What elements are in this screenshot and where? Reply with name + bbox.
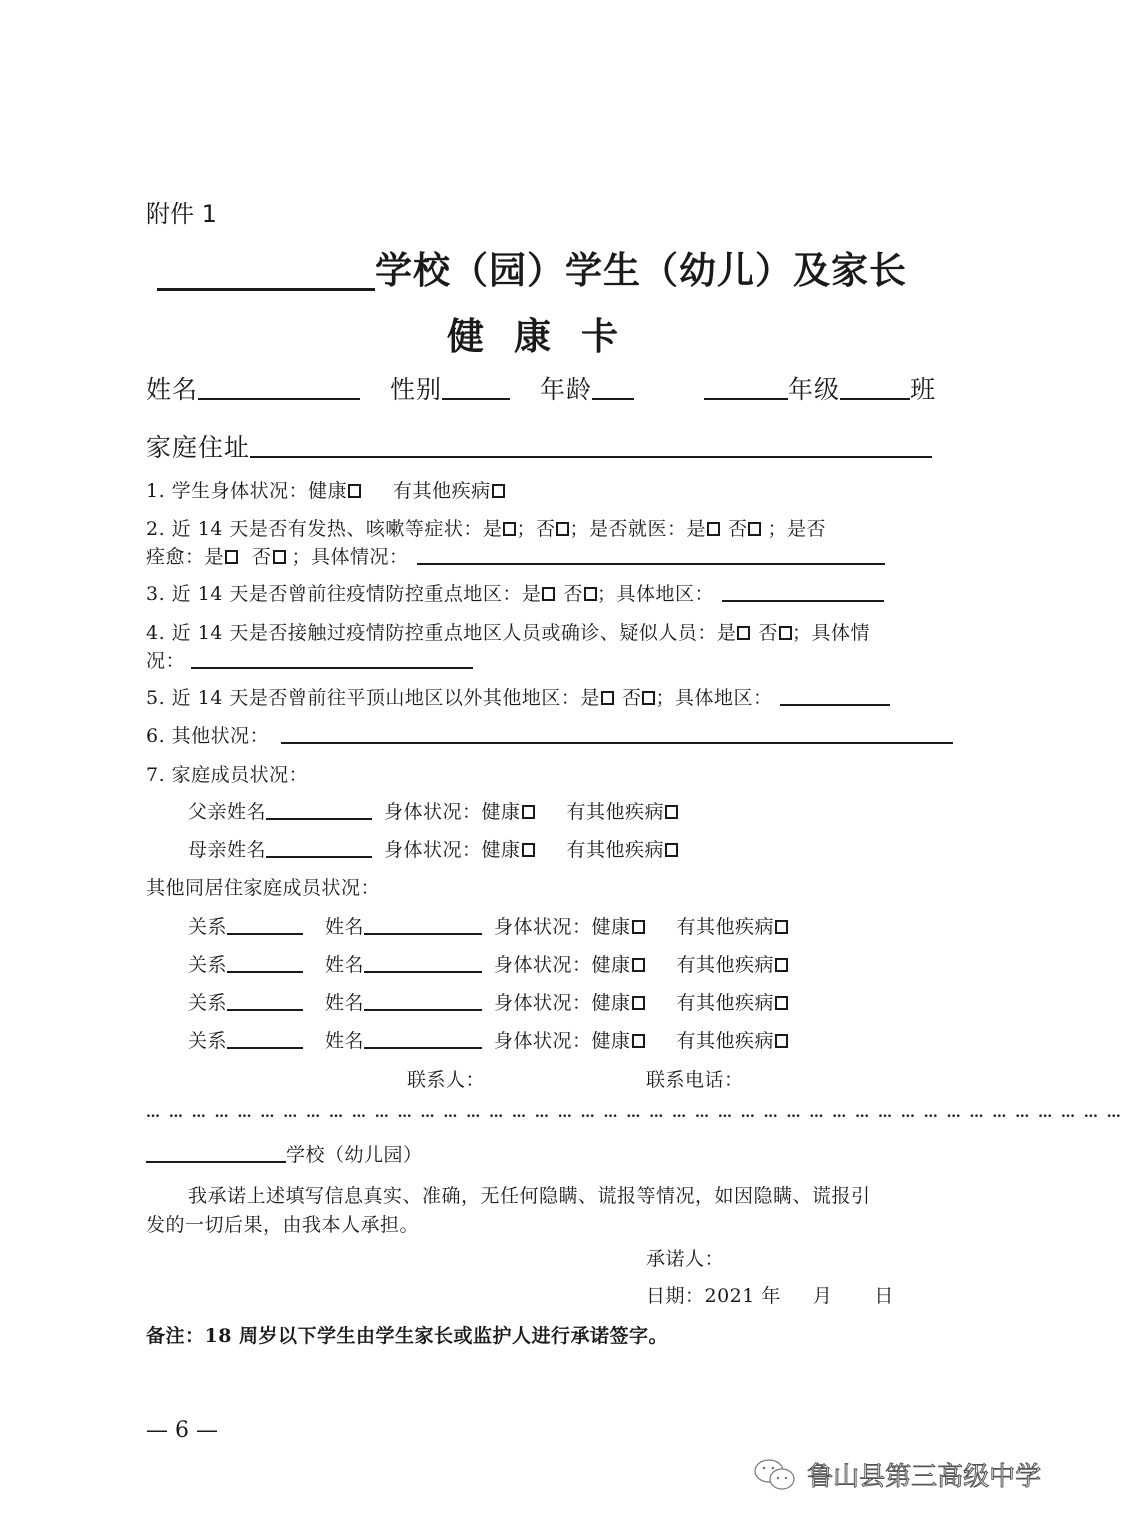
q3-region-label: ；具体地区： (596, 583, 714, 605)
date-year-label: 日期：2021 年 (646, 1285, 781, 1307)
basic-info-row (146, 370, 936, 406)
date-row (646, 1281, 894, 1308)
father-name-label: 父亲姓名 (188, 801, 267, 823)
q5-region-field[interactable] (780, 703, 890, 706)
q3-no-label: 否 (563, 583, 583, 605)
q2-recovered-label: ；是否 (767, 518, 826, 540)
father-health-label: 身体状况：健康 (384, 801, 521, 823)
member-name-label: 姓名 (325, 992, 365, 1014)
q6-text: 6. 其他状况： (146, 725, 270, 747)
cut-line-divider (146, 1102, 1123, 1121)
q2-recovered-no-label: 否 (252, 546, 272, 568)
date-day-label: 日 (874, 1285, 894, 1307)
member-healthy-checkbox[interactable] (632, 1034, 645, 1048)
attachment-label: 附件 1 (146, 200, 217, 228)
mother-health-label: 身体状况：健康 (384, 839, 521, 861)
page-number: — 6 — (146, 1418, 218, 1443)
watermark (752, 1456, 1041, 1493)
q2-recovered-yes-label: 痊愈：是 (146, 546, 225, 568)
form-title: 学校（园）学生（幼儿）及家长 (375, 248, 907, 292)
family-member-row (188, 988, 788, 1015)
pledge-statement-line2: 发的一切后果，由我本人承担。 (146, 1214, 420, 1236)
member-health-label: 身体状况：健康 (494, 954, 631, 976)
name-label: 姓名 (146, 375, 199, 404)
mother-row (188, 835, 678, 862)
question-4-line1 (146, 618, 870, 645)
watermark-text: 鲁山县第三高级中学 (807, 1462, 1042, 1492)
remark-note: 备注：18 周岁以下学生由学生家长或监护人进行承诺签字。 (146, 1325, 669, 1347)
mother-other-label: 有其他疾病 (566, 839, 665, 861)
member-name-field[interactable] (364, 1046, 482, 1049)
q2-text: 2. 近 14 天是否有发热、咳嗽等症状：是 (146, 518, 503, 540)
q1-other-checkbox[interactable] (492, 484, 505, 498)
member-healthy-checkbox[interactable] (632, 920, 645, 934)
q3-yes-checkbox[interactable] (542, 587, 555, 601)
q1-other-label: 有其他疾病 (393, 480, 491, 502)
member-name-label: 姓名 (325, 954, 365, 976)
q1-healthy-checkbox[interactable] (348, 484, 361, 498)
pledge-school-field[interactable] (146, 1160, 286, 1163)
relation-label: 关系 (188, 916, 228, 938)
q2-doctor-label: ；是否就医：是 (569, 518, 706, 540)
member-other-label: 有其他疾病 (676, 992, 775, 1014)
relation-label: 关系 (188, 1030, 228, 1052)
q4-details-label-cont: 况： (146, 650, 186, 672)
date-month-label: 月 (812, 1285, 833, 1307)
member-other-checkbox[interactable] (775, 1034, 788, 1048)
form-subtitle: 健康卡 (447, 314, 648, 358)
mother-healthy-checkbox[interactable] (522, 843, 535, 857)
member-other-checkbox[interactable] (775, 920, 788, 934)
q4-details-field[interactable] (191, 666, 473, 669)
question-2-line1 (146, 514, 826, 541)
q2-doctor-yes-checkbox[interactable] (707, 522, 720, 536)
member-name-label: 姓名 (325, 1030, 365, 1052)
question-2-line2 (146, 542, 885, 569)
cut-line-dots: … … … … … … … … … … … … … … … … … … … … … … … … … … … … … … … … … … … … … … … … … … … (146, 1105, 1123, 1121)
q2-symptom-no-checkbox[interactable] (556, 522, 569, 536)
mother-name-label: 母亲姓名 (188, 839, 267, 861)
q5-yes-checkbox[interactable] (601, 691, 614, 705)
question-7: 7. 家庭成员状况： (146, 764, 309, 786)
q4-details-label: ；具体情 (791, 622, 870, 644)
mother-other-checkbox[interactable] (665, 843, 678, 857)
q2-doctor-no-label: 否 (727, 518, 748, 540)
family-member-row (188, 1026, 788, 1053)
q2-symptom-yes-checkbox[interactable] (503, 522, 516, 536)
q4-no-checkbox[interactable] (779, 626, 792, 640)
q5-no-checkbox[interactable] (642, 691, 655, 705)
signer-label: 承诺人： (646, 1248, 725, 1270)
member-health-label: 身体状况：健康 (494, 1030, 631, 1052)
pledge-school-row (146, 1140, 423, 1167)
father-row (188, 797, 678, 824)
q4-text: 4. 近 14 天是否接触过疫情防控重点地区人员或确诊、疑似人员：是 (146, 622, 737, 644)
q3-no-checkbox[interactable] (584, 587, 597, 601)
member-name-field[interactable] (364, 970, 482, 973)
question-1 (146, 476, 505, 503)
q4-yes-checkbox[interactable] (737, 626, 750, 640)
q5-no-label: 否 (621, 687, 642, 709)
father-name-field[interactable] (266, 817, 372, 820)
address-label: 家庭住址 (146, 433, 251, 462)
q5-region-label: ；具体地区： (655, 687, 773, 709)
relation-field[interactable] (227, 932, 303, 935)
member-health-label: 身体状况：健康 (494, 916, 631, 938)
other-members-heading: 其他同居住家庭成员状况： (146, 877, 381, 899)
question-4-line2 (146, 646, 473, 673)
father-healthy-checkbox[interactable] (522, 805, 535, 819)
age-field[interactable] (592, 397, 634, 400)
address-field[interactable] (250, 455, 932, 458)
question-3 (146, 579, 884, 606)
q2-doctor-no-checkbox[interactable] (748, 522, 761, 536)
q3-region-field[interactable] (722, 599, 884, 602)
member-health-label: 身体状况：健康 (494, 992, 631, 1014)
relation-field[interactable] (227, 1046, 303, 1049)
member-other-label: 有其他疾病 (676, 1030, 775, 1052)
relation-field[interactable] (227, 1008, 303, 1011)
father-other-label: 有其他疾病 (566, 801, 665, 823)
member-healthy-checkbox[interactable] (632, 996, 645, 1010)
name-field[interactable] (198, 397, 360, 400)
pledge-school-suffix: 学校（幼儿园） (286, 1144, 423, 1166)
age-label: 年龄 (540, 375, 593, 404)
member-name-label: 姓名 (325, 916, 365, 938)
gender-field[interactable] (442, 397, 510, 400)
question-6 (146, 721, 953, 748)
q1-text: 1. 学生身体状况：健康 (146, 480, 348, 502)
member-name-field[interactable] (364, 932, 482, 935)
q2-recovered-no-checkbox[interactable] (273, 550, 286, 564)
class-field[interactable] (840, 397, 910, 400)
q3-text: 3. 近 14 天是否曾前往疫情防控重点地区：是 (146, 583, 542, 605)
q6-field[interactable] (281, 741, 953, 744)
member-healthy-checkbox[interactable] (632, 958, 645, 972)
pledge-statement-line1: 我承诺上述填写信息真实、准确，无任何隐瞒、谎报等情况，如因隐瞒、谎报引 (188, 1185, 871, 1207)
member-other-label: 有其他疾病 (676, 916, 775, 938)
q4-no-label: 否 (758, 622, 778, 644)
relation-label: 关系 (188, 954, 228, 976)
family-member-row (188, 950, 788, 977)
q2-no-label: ；否 (516, 518, 556, 540)
relation-label: 关系 (188, 992, 228, 1014)
family-member-row (188, 912, 788, 939)
q2-details-field[interactable] (417, 562, 885, 565)
father-other-checkbox[interactable] (665, 805, 678, 819)
mother-name-field[interactable] (266, 855, 372, 858)
member-name-field[interactable] (364, 1008, 482, 1011)
q2-recovered-yes-checkbox[interactable] (225, 550, 238, 564)
member-other-label: 有其他疾病 (676, 954, 775, 976)
school-name-blank[interactable] (157, 288, 375, 291)
relation-field[interactable] (227, 970, 303, 973)
member-other-checkbox[interactable] (775, 958, 788, 972)
q2-details-label: ；具体情况： (291, 546, 409, 568)
address-row (146, 428, 932, 464)
gender-label: 性别 (390, 375, 443, 404)
member-other-checkbox[interactable] (775, 996, 788, 1010)
contact-phone-label: 联系电话： (646, 1069, 744, 1091)
wechat-icon (752, 1457, 802, 1493)
q5-text: 5. 近 14 天是否曾前往平顶山地区以外其他地区：是 (146, 687, 600, 709)
contact-person-label: 联系人： (407, 1069, 486, 1091)
grade-label: 年级 (788, 375, 841, 404)
question-5 (146, 683, 890, 710)
class-label: 班 (910, 375, 937, 404)
grade-field[interactable] (704, 397, 788, 400)
